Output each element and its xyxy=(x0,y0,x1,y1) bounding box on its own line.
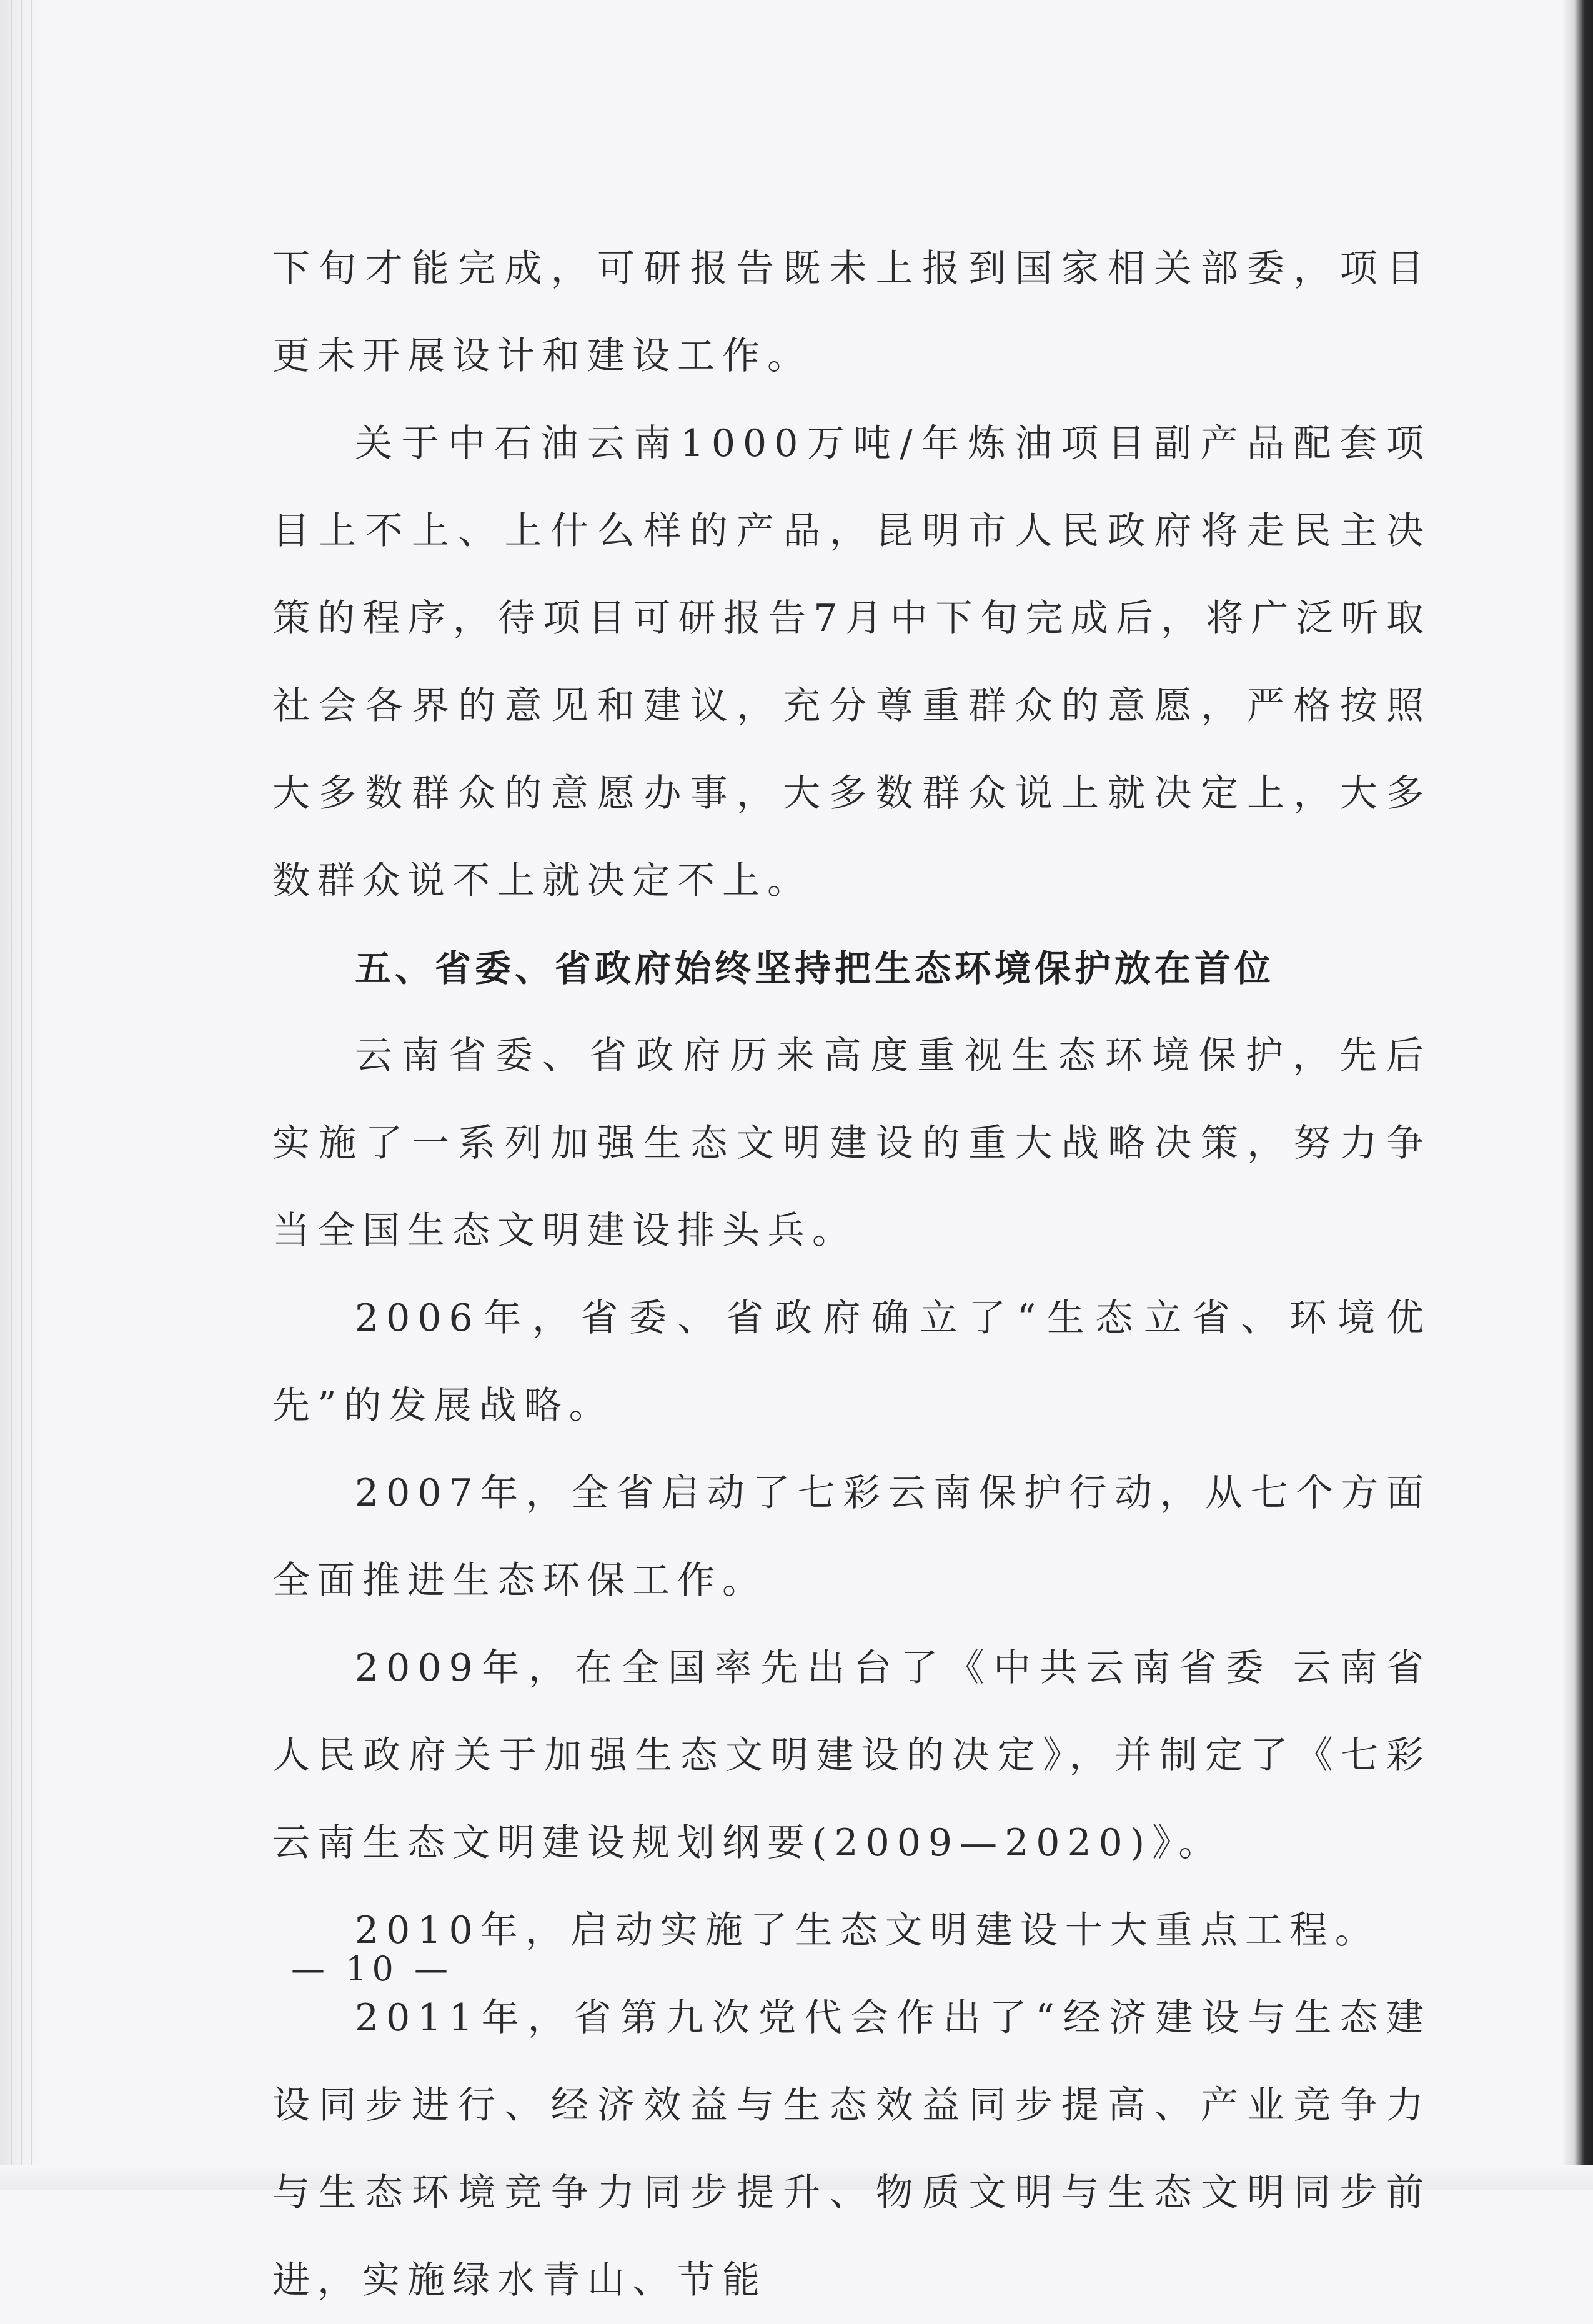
paragraph-intro: 云南省委、省政府历来高度重视生态环境保护，先后实施了一系列加强生态文明建设的重大战略决策，努力争当全国生态文明建设排头兵。 xyxy=(272,1034,1431,1253)
page-stack-line xyxy=(11,0,12,2190)
paragraph-2010: 2010年，启动实施了生态文明建设十大重点工程。 xyxy=(355,1909,1380,1952)
paragraph-2009: 2009年，在全国率先出台了《中共云南省委 云南省人民政府关于加强生态文明建设的决定》，并制定了《七彩云南生态文明建设规划纲要(2009—2020)》。 xyxy=(272,1646,1431,1865)
paragraph-refinery-decision: 关于中石油云南1000万吨/年炼油项目副产品配套项目上不上、上什么样的产品，昆明市人民政府将走民主决策的程序，待项目可研报告7月中下旬完成后，将广泛听取社会各界的意见和建议，充分尊重群众的意愿，严格按照大多数群众的意愿办事，大多数群众说上就决定上，大多数群众说不上就决定不上。 xyxy=(272,422,1431,903)
scan-right-edge xyxy=(1562,0,1593,2190)
paragraph-continuation: 下旬才能完成，可研报告既未上报到国家相关部委，项目更未开展设计和建设工作。 xyxy=(272,247,1431,378)
page-stack-line xyxy=(21,0,22,2190)
page-number: — 10 — xyxy=(291,1949,454,1989)
paragraph-2006: 2006年，省委、省政府确立了“生态立省、环境优先”的发展战略。 xyxy=(272,1296,1431,1428)
document-body xyxy=(272,225,1431,2324)
paragraph-2011: 2011年，省第九次党代会作出了“经济建设与生态建设同步进行、经济效益与生态效益同步提高、产业竞争力与生态环境竞争力同步提升、物质文明与生态文明同步前进，实施绿水青山、节能 xyxy=(272,1996,1431,2302)
page-stack-line xyxy=(31,0,32,2190)
section-heading: 五、省委、省政府始终坚持把生态环境保护放在首位 xyxy=(355,947,1275,990)
paragraph-2007: 2007年，全省启动了七彩云南保护行动，从七个方面全面推进生态环保工作。 xyxy=(272,1471,1431,1602)
scan-left-edge xyxy=(0,0,44,2190)
